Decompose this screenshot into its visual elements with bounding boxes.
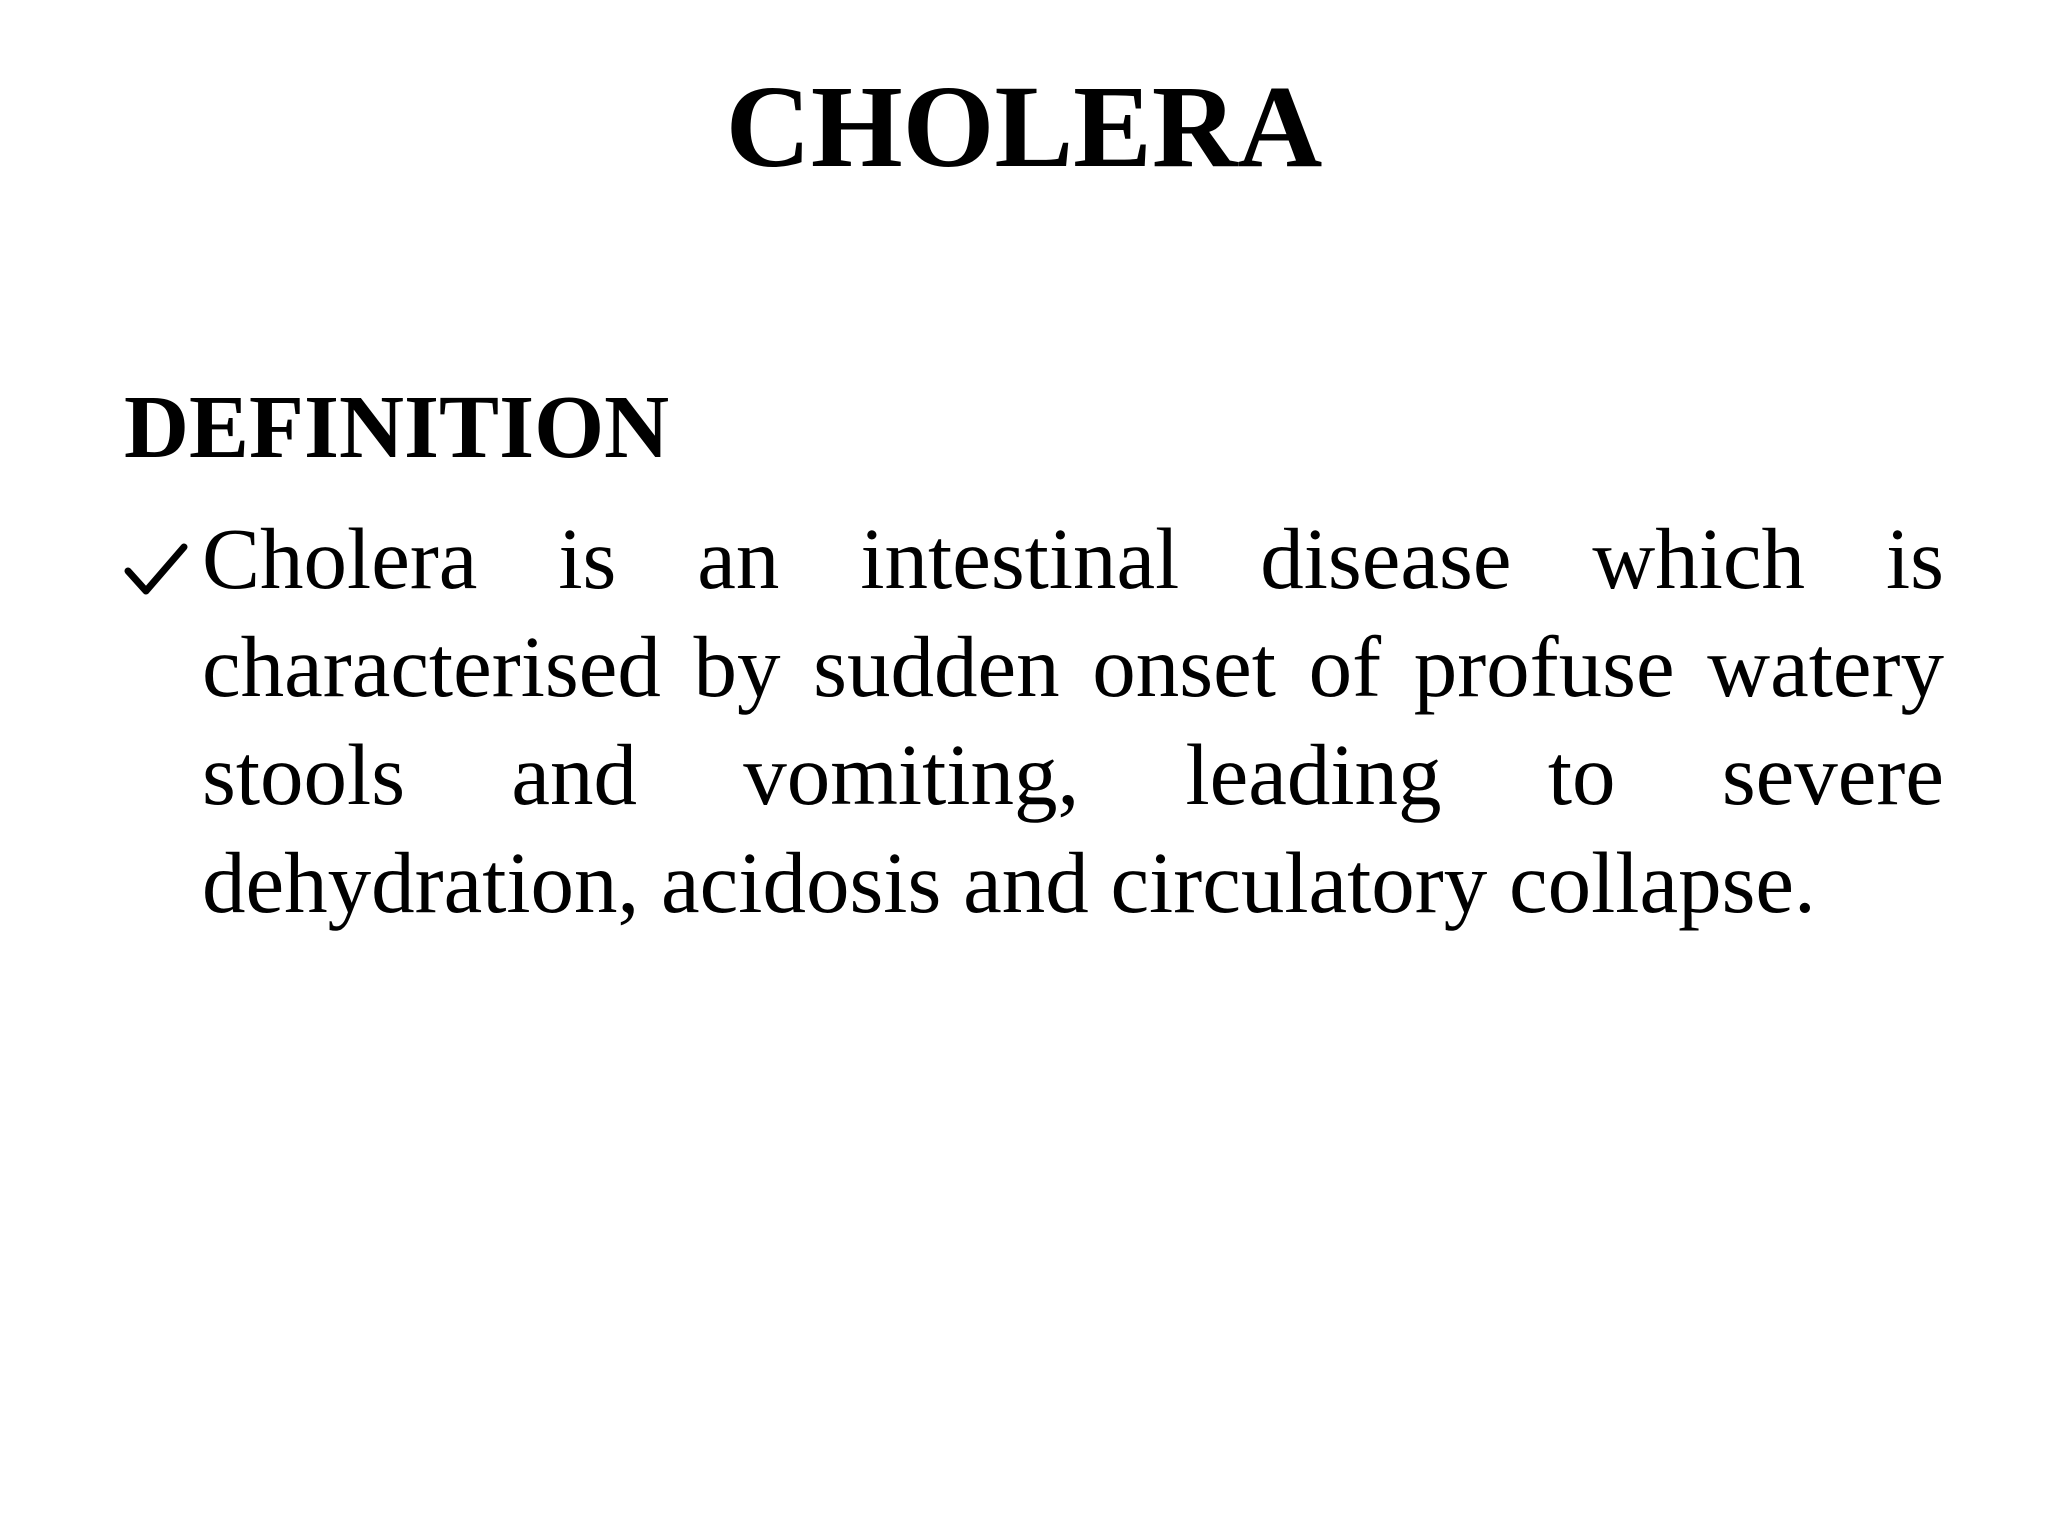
slide-title: CHOLERA xyxy=(725,61,1323,192)
section-heading: DEFINITION xyxy=(124,378,670,477)
check-icon xyxy=(124,519,202,619)
bullet-text: Cholera is an intestinal disease which is characterised by sudden onset of profuse watery stools and vomiting, leading to severe dehydration, acidosis and circulatory collapse. xyxy=(202,510,1944,931)
bullet-item xyxy=(124,505,1944,937)
